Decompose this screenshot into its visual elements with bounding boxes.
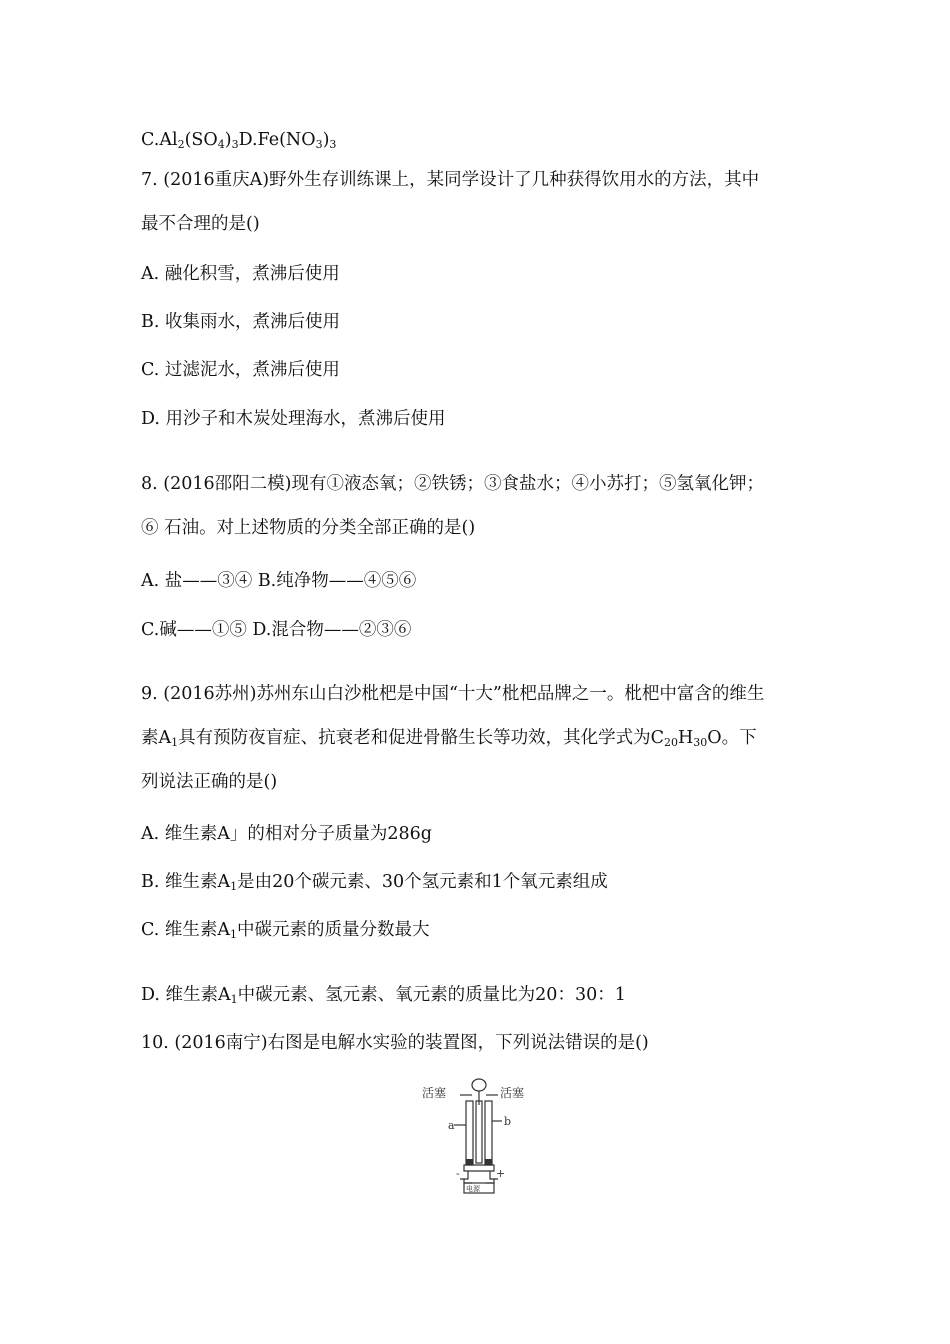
label-power: 电源 (466, 1185, 480, 1193)
label-a: a (448, 1119, 455, 1132)
q7-option-c: C. 过滤泥水，煮沸后使用 (141, 360, 340, 380)
reservoir-bulb (472, 1079, 486, 1091)
label-stopcock-right: 活塞 (500, 1086, 525, 1100)
label-plus: + (496, 1167, 506, 1180)
q6-options: $C.Al_2(SO_4)_3D.Fe(NO_3)_3$ (141, 130, 337, 151)
tube-a (466, 1101, 473, 1165)
q9-stem-line1: 9. (2016苏州)苏州东山白沙枇杷是中国“十大”枇杷品牌之一。枇杷中富含的维生 (141, 684, 765, 704)
q8-stem-line2: ⑥ 石油。对上述物质的分类全部正确的是() (141, 518, 476, 538)
q9-option-a: A. 维生素A」的相对分子质量为286g (141, 824, 433, 844)
label-minus: - (456, 1167, 460, 1180)
electrolysis-diagram (420, 1075, 540, 1197)
q7-option-d: D. 用沙子和木炭处理海水，煮沸后使用 (141, 409, 446, 429)
q9-stem-line3: 列说法正确的是() (141, 772, 278, 792)
q9-stem-line2: 素$A_1$具有预防夜盲症、抗衰老和促进骨骼生长等功效，其化学式为$C_{20}H_{30}O$。下 (141, 728, 757, 749)
q7-stem-line1: 7. (2016重庆A)野外生存训练课上，某同学设计了几种获得饮用水的方法，其中 (141, 170, 760, 190)
q8-option-ab: A. 盐——③④ B.纯净物——④⑤⑥ (141, 571, 417, 591)
tube-b (485, 1101, 492, 1165)
label-b: b (504, 1115, 512, 1128)
q7-stem-line2: 最不合理的是() (141, 214, 260, 234)
q9-option-b: B. 维生素$A_1$是由20个碳元素、30个氢元素和1个氧元素组成 (141, 872, 608, 893)
q7-option-a: A. 融化积雪，煮沸后使用 (141, 264, 340, 284)
q9-option-c: C. 维生素$A_1$中碳元素的质量分数最大 (141, 920, 430, 941)
q7-option-b: B. 收集雨水，煮沸后使用 (141, 312, 340, 332)
q9-option-d: D. 维生素$A_1$中碳元素、氢元素、氧元素的质量比为20：30：1 (141, 985, 626, 1006)
q8-stem-line1: 8. (2016邵阳二模)现有①液态氧；②铁锈；③食盐水；④小苏打；⑤氢氧化钾； (141, 474, 764, 494)
q8-option-cd: C.碱——①⑤ D.混合物——②③⑥ (141, 620, 412, 640)
q10-stem: 10. (2016南宁)右图是电解水实验的装置图，下列说法错误的是() (141, 1033, 649, 1053)
label-stopcock-left: 活塞 (422, 1086, 447, 1100)
